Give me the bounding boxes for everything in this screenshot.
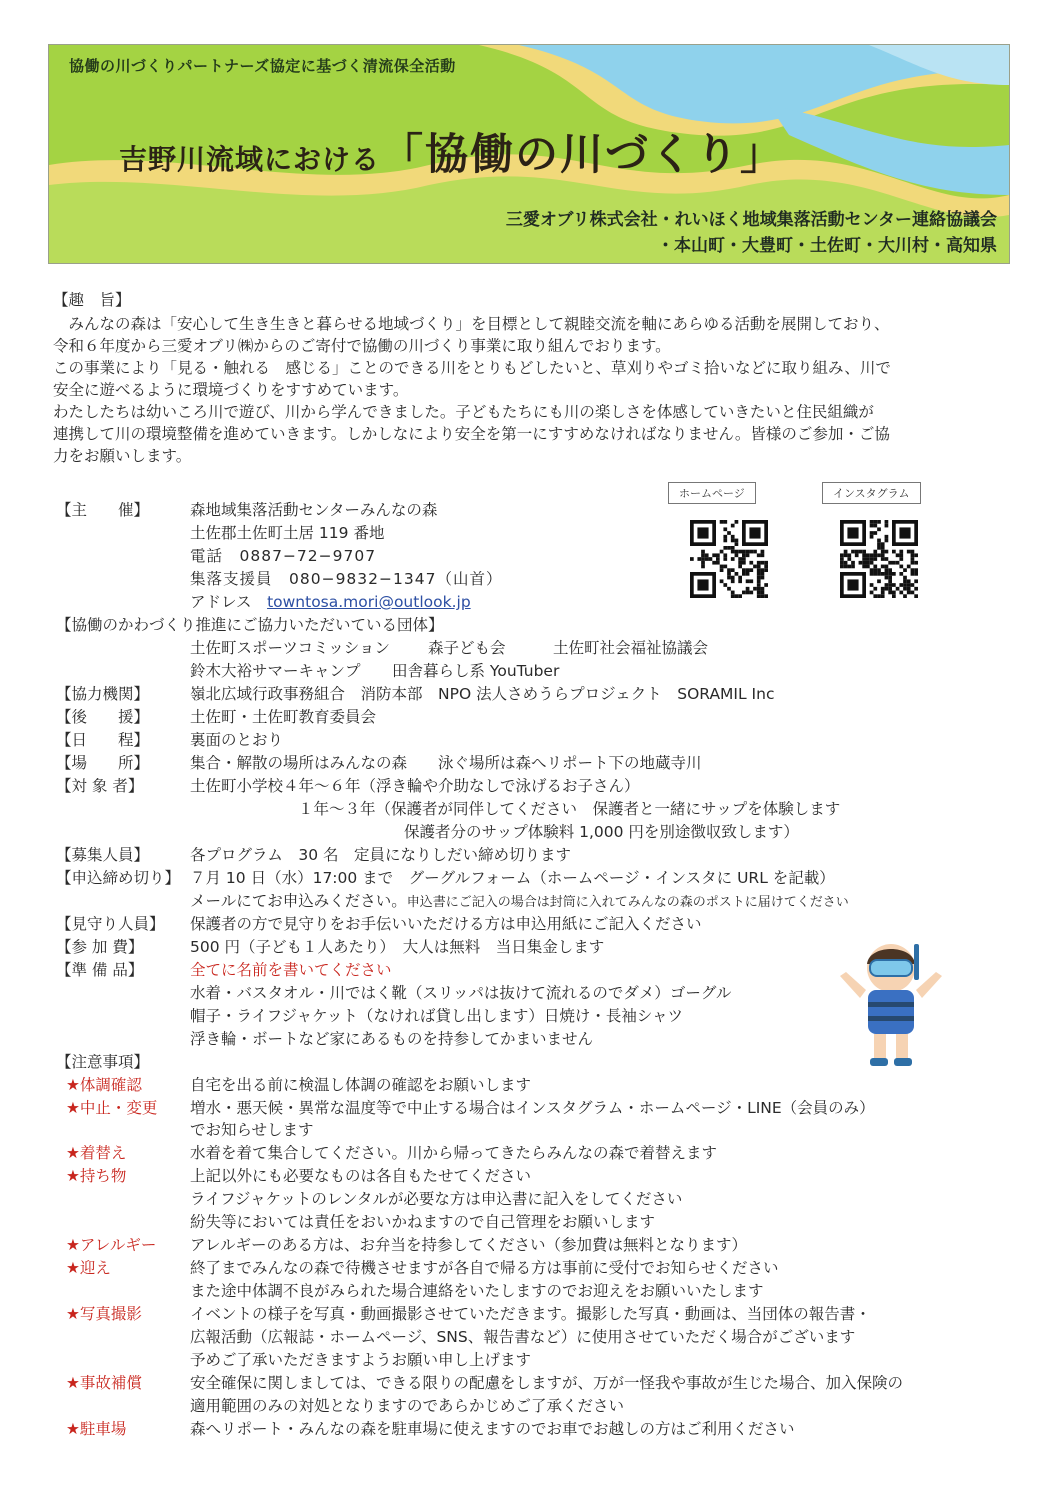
host-name: 森地域集落活動センターみんなの森 [190,501,438,519]
note-cancel-2: でお知らせします [190,1121,314,1139]
note-change-title: ★着替え [66,1144,127,1162]
deadline-line-2 [190,891,849,913]
note-belong-title: ★持ち物 [66,1167,127,1185]
banner-org-line2: ・本山町・大豊町・土佐町・大川村・高知県 [657,236,997,256]
support-value: 土佐町・土佐町教育委員会 [190,708,377,726]
coop-label: 【協力機関】 [56,685,150,703]
deadline-email-text: メールにてお申込みください。 [190,892,407,910]
note-allergy-title: ★アレルギー [66,1236,157,1254]
supporter-4: 鈴木大裕サマーキャンプ [190,662,361,680]
note-belong-2: ライフジャケットのレンタルが必要な方は申込書に記入をしてください [190,1190,683,1208]
purpose-line-6: 連携して川の環境整備を進めていきます。しかしなにより安全を第一にすすめなければなりません。皆様のご参加・ご協 [53,425,890,443]
recruit-value: 各プログラム 30 名 定員になりしだい締め切ります [190,846,571,864]
note-parking-1: 森へリポート・みんなの森を駐車場に使えますのでお車でお越しの方はご利用ください [190,1420,795,1438]
note-insure-title: ★事故補償 [66,1374,142,1392]
banner-subtitle: 協働の川づくりパートナーズ協定に基づく清流保全活動 [69,57,456,75]
note-cancel-title: ★中止・変更 [66,1099,158,1117]
supporter-3: 土佐町社会福祉協議会 [553,639,709,657]
note-insure-2: 適用範囲のみの対処となりますのであらかじめご了承ください [190,1397,625,1415]
note-health-title: ★体調確認 [66,1076,142,1094]
purpose-line-2: 令和６年度から三愛オブリ㈱からのご寄付で協働の川づくり事業に取り組んでおります。 [53,337,671,355]
target-line-2: １年〜３年（保護者が同伴してください 保護者と一緒にサップを体験します [298,800,841,818]
note-belong-3: 紛失等においては責任をおいかねますので自己管理をお願いします [190,1213,656,1231]
banner-title-main: 「協働の川づくり」 [380,130,786,180]
fee-label: 【参 加 費】 [56,938,144,956]
note-pickup-1: 終了までみんなの森で待機させますが各自で帰る方は事前に受付でお知らせください [190,1259,779,1277]
deadline-paper-text: 申込書にご記入の場合は封筒に入れてみんなの森のポストに届けてください [406,895,849,910]
coop-value: 嶺北広域行政事務組合 消防本部 NPO 法人さめうらプロジェクト SORAMIL Inc [190,685,775,703]
note-insure-1: 安全確保に関しましては、できる限りの配慮をしますが、万が一怪我や事故が生じた場合、加入保険の [190,1374,904,1392]
banner-title-prefix: 吉野川流域における [119,143,381,176]
host-address: 土佐郡土佐町土居 119 番地 [190,524,385,542]
deadline-label: 【申込締め切り】 [56,869,181,887]
purpose-heading: 【趣 旨】 [53,291,131,309]
note-photo-1: イベントの様子を写真・動画撮影させていただきます。撮影した写真・動画は、当団体の報告書・ [190,1305,871,1323]
header-banner [48,44,1010,264]
support-label: 【後 援】 [56,708,150,726]
note-allergy-1: アレルギーのある方は、お弁当を持参してください（参加費は無料となります） [190,1236,747,1254]
supporter-2: 森子ども会 [428,639,506,657]
place-value: 集合・解散の場所はみんなの森 泳ぐ場所は森へリポート下の地蔵寺川 [190,754,702,772]
items-name-note: 全てに名前を書いてください [190,961,392,979]
qr-code-instagram-icon[interactable] [840,520,918,598]
place-label: 【場 所】 [56,754,150,772]
deadline-line-1: ７月 10 日（水）17:00 まで グーグルフォーム（ホームページ・インスタに URL を記載） [190,869,835,887]
note-photo-2: 広報活動（広報誌・ホームページ、SNS、報告書など）に使用させていただく場合がございます [190,1328,856,1346]
supporter-5: 田舎暮らし系 YouTuber [392,662,560,680]
target-label: 【対 象 者】 [56,777,144,795]
note-photo-title: ★写真撮影 [66,1305,142,1323]
banner-org-line1: 三愛オブリ株式会社・れいほく地域集落活動センター連絡協議会 [505,210,997,230]
qr-code-homepage-icon[interactable] [690,520,768,598]
items-label: 【準 備 品】 [56,961,144,979]
homepage-qr-label: ホームページ [668,482,756,504]
notes-label: 【注意事項】 [56,1053,150,1071]
items-line-2: 帽子・ライフジャケット（なければ貸し出します）日焼け・長袖シャツ [190,1007,684,1025]
items-line-1: 水着・バスタオル・川ではく靴（スリッパは抜けて流れるのでダメ）ゴーグル [190,984,732,1002]
purpose-line-7: 力をお願いします。 [53,447,192,465]
note-health-1: 自宅を出る前に検温し体調の確認をお願いします [190,1076,532,1094]
watch-value: 保護者の方で見守りをお手伝いいただける方は申込用紙にご記入ください [190,915,702,933]
supporters-label: 【協働のかわづくり推進にご協力いただいている団体】 [56,616,444,634]
target-line-1: 土佐町小学校４年〜６年（浮き輪や介助なしで泳げるお子さん） [190,777,640,795]
purpose-line-4: 安全に遊べるように環境づくりをすすめています。 [53,381,409,399]
instagram-qr-label: インスタグラム [822,482,921,504]
snorkel-kid-illustration [836,930,946,1070]
supporter-1: 土佐町スポーツコミッション [190,639,390,657]
schedule-value: 裏面のとおり [190,731,284,749]
note-pickup-title: ★迎え [66,1259,111,1277]
fee-value: 500 円（子ども１人あたり） 大人は無料 当日集金します [190,938,605,956]
schedule-label: 【日 程】 [56,731,150,749]
purpose-line-3: この事業により「見る・触れる 感じる」ことのできる川をとりもどしたいと、草刈りやゴミ拾いなどに取り組み、川で [53,359,891,377]
note-pickup-2: また途中体調不良がみられた場合連絡をいたしますのでお迎えをお願いいたします [190,1282,764,1300]
host-tel: 電話 0887−72−9707 [190,547,377,565]
note-belong-1: 上記以外にも必要なものは各自もたせてください [190,1167,532,1185]
host-email-link[interactable]: towntosa.mori@outlook.jp [267,593,471,611]
target-line-3: 保護者分のサップ体験料 1,000 円を別途徴収致します） [404,823,799,841]
host-email-row [190,592,471,612]
host-staff-tel: 集落支援員 080−9832−1347（山首） [190,570,503,588]
purpose-line-5: わたしたちは幼いころ川で遊び、川から学んできました。子どもたちにも川の楽しさを体感していきたいと住民組織が [53,403,874,421]
banner-title [119,121,785,182]
watch-label: 【見守り人員】 [56,915,165,933]
note-change-1: 水着を着て集合してください。川から帰ってきたらみんなの森で着替えます [190,1144,718,1162]
host-label: 【主 催】 [56,501,150,519]
recruit-label: 【募集人員】 [56,846,150,864]
note-parking-title: ★駐車場 [66,1420,127,1438]
items-line-3: 浮き輪・ボートなど家にあるものを持参してかまいません [190,1030,594,1048]
host-email-label: アドレス [190,593,252,611]
note-cancel-1: 増水・悪天候・異常な温度等で中止する場合はインスタグラム・ホームページ・LINE（会員のみ） [190,1099,875,1117]
purpose-line-1: みんなの森は「安心して生き生きと暮らせる地域づくり」を目標として親睦交流を軸にあらゆる活動を展開しており、 [53,315,890,333]
note-photo-3: 予めご了承いただきますようお願い申し上げます [190,1351,532,1369]
